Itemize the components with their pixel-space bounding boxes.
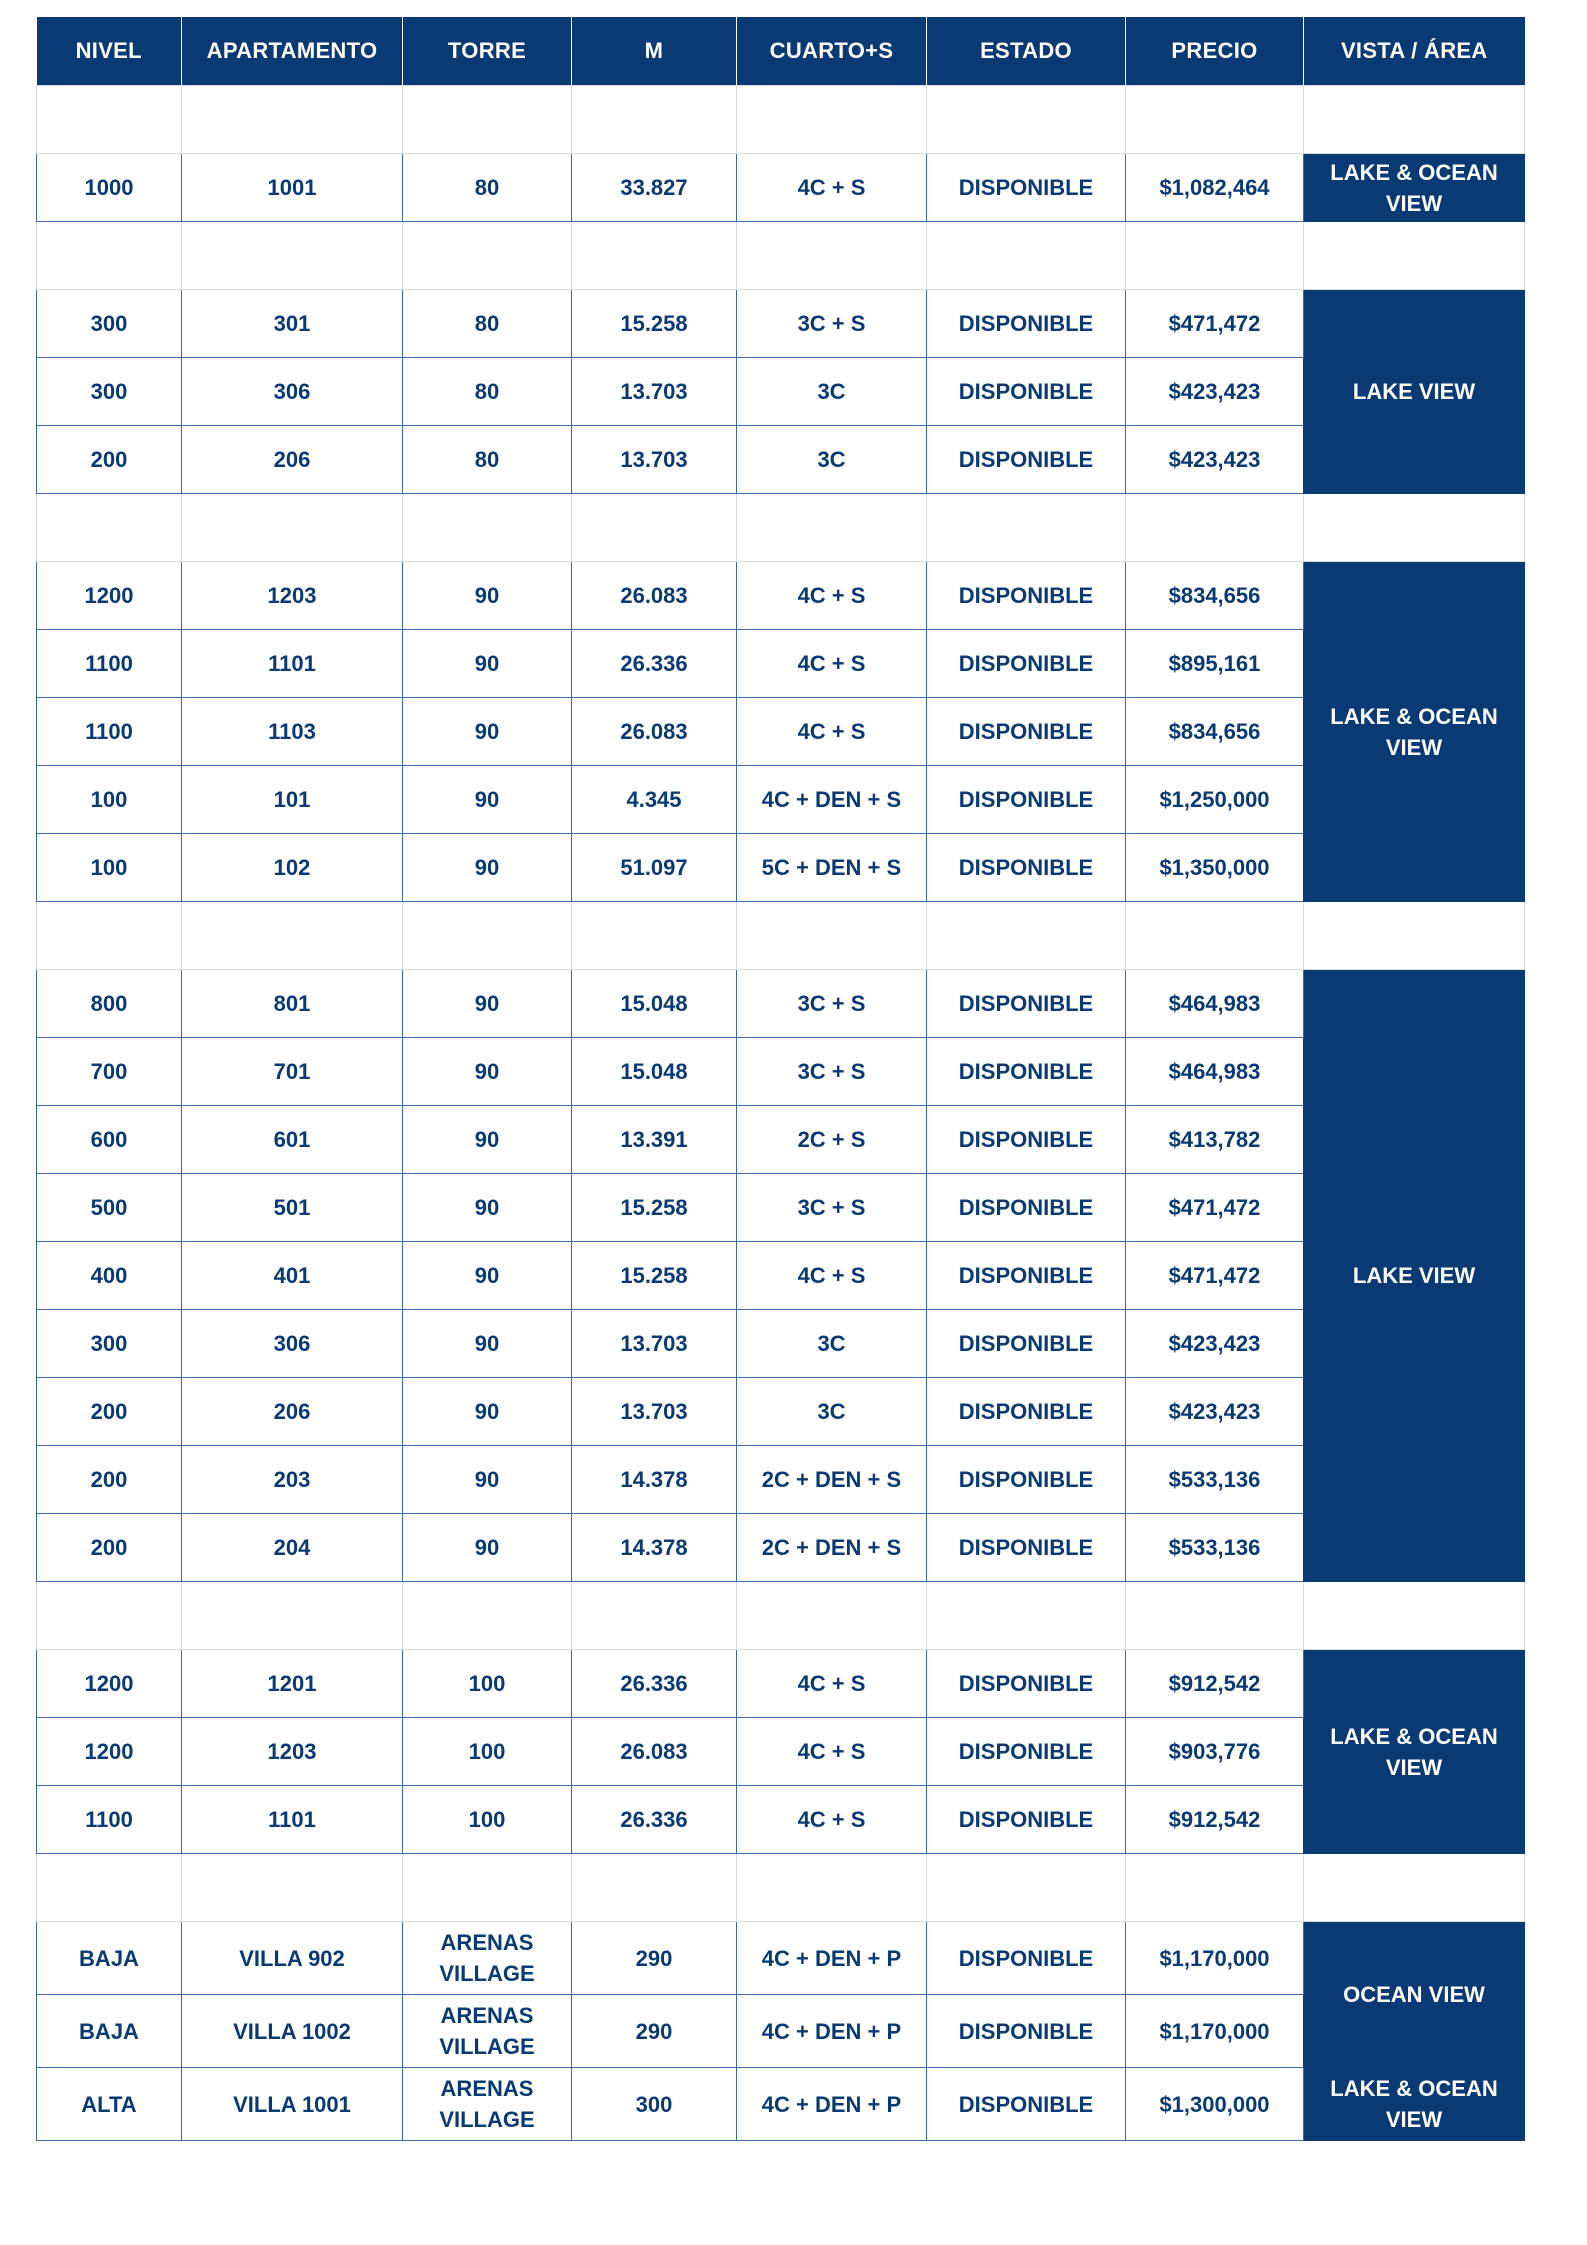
nivel-cell: 1100 <box>37 630 182 698</box>
view-cell: LAKE & OCEAN VIEW <box>1304 2068 1525 2141</box>
apartamento-cell: 1103 <box>182 698 403 766</box>
table-row <box>37 766 1525 834</box>
estado-cell: DISPONIBLE <box>927 1514 1126 1582</box>
torre-cell: 100 <box>403 1718 572 1786</box>
empty-cell <box>403 902 572 970</box>
estado-cell: DISPONIBLE <box>927 1310 1126 1378</box>
empty-cell <box>182 902 403 970</box>
table-row <box>37 1718 1525 1786</box>
availability-table <box>36 17 1525 2141</box>
precio-cell: $1,300,000 <box>1126 2068 1304 2141</box>
apartamento-cell: 306 <box>182 1310 403 1378</box>
torre-cell: 90 <box>403 1446 572 1514</box>
precio-cell: $834,656 <box>1126 698 1304 766</box>
nivel-cell: 300 <box>37 358 182 426</box>
apartamento-cell: VILLA 1002 <box>182 1995 403 2068</box>
m-cell: 26.336 <box>572 630 737 698</box>
cuarto-cell: 4C + S <box>737 630 927 698</box>
torre-cell: 90 <box>403 1514 572 1582</box>
empty-cell <box>572 902 737 970</box>
estado-cell: DISPONIBLE <box>927 1718 1126 1786</box>
empty-cell <box>737 222 927 290</box>
nivel-cell: 600 <box>37 1106 182 1174</box>
empty-cell <box>403 222 572 290</box>
table-row <box>37 1514 1525 1582</box>
empty-cell <box>572 1582 737 1650</box>
nivel-cell: 200 <box>37 426 182 494</box>
empty-cell <box>1126 902 1304 970</box>
table-row <box>37 1242 1525 1310</box>
precio-cell: $1,170,000 <box>1126 1995 1304 2068</box>
empty-cell <box>37 1854 182 1922</box>
header-estado: ESTADO <box>927 17 1126 86</box>
header-nivel: NIVEL <box>37 17 182 86</box>
m-cell: 26.083 <box>572 698 737 766</box>
cuarto-cell: 4C + S <box>737 154 927 222</box>
cuarto-cell: 3C <box>737 1310 927 1378</box>
apartamento-cell: 1001 <box>182 154 403 222</box>
table-row <box>37 1650 1525 1718</box>
table-row <box>37 1038 1525 1106</box>
nivel-cell: BAJA <box>37 1922 182 1995</box>
cuarto-cell: 4C + S <box>737 562 927 630</box>
empty-cell <box>1126 222 1304 290</box>
empty-cell <box>927 222 1126 290</box>
estado-cell: DISPONIBLE <box>927 1174 1126 1242</box>
empty-cell <box>182 1582 403 1650</box>
precio-cell: $423,423 <box>1126 426 1304 494</box>
table-row <box>37 1446 1525 1514</box>
apartamento-cell: 401 <box>182 1242 403 1310</box>
spacer-row <box>37 902 1525 970</box>
torre-cell: 90 <box>403 1106 572 1174</box>
table-row <box>37 698 1525 766</box>
apartamento-cell: 1101 <box>182 1786 403 1854</box>
empty-cell <box>403 494 572 562</box>
empty-cell <box>572 222 737 290</box>
apartamento-cell: VILLA 1001 <box>182 2068 403 2141</box>
m-cell: 13.703 <box>572 358 737 426</box>
torre-cell: ARENAS VILLAGE <box>403 2068 572 2141</box>
cuarto-cell: 3C + S <box>737 1038 927 1106</box>
precio-cell: $533,136 <box>1126 1514 1304 1582</box>
spacer-row <box>37 1854 1525 1922</box>
torre-cell: 90 <box>403 1242 572 1310</box>
nivel-cell: 700 <box>37 1038 182 1106</box>
torre-cell: 100 <box>403 1786 572 1854</box>
apartamento-cell: 301 <box>182 290 403 358</box>
nivel-cell: 1200 <box>37 1650 182 1718</box>
table-row <box>37 1378 1525 1446</box>
empty-cell <box>737 1582 927 1650</box>
estado-cell: DISPONIBLE <box>927 630 1126 698</box>
cuarto-cell: 5C + DEN + S <box>737 834 927 902</box>
empty-cell <box>1126 1854 1304 1922</box>
empty-cell <box>1304 1854 1525 1922</box>
cuarto-cell: 2C + DEN + S <box>737 1514 927 1582</box>
header-apartamento: APARTAMENTO <box>182 17 403 86</box>
empty-cell <box>1304 222 1525 290</box>
cuarto-cell: 3C + S <box>737 970 927 1038</box>
spacer-row <box>37 86 1525 154</box>
torre-cell: 90 <box>403 1174 572 1242</box>
view-cell: LAKE & OCEAN VIEW <box>1304 154 1525 222</box>
spacer-row <box>37 494 1525 562</box>
empty-cell <box>927 86 1126 154</box>
estado-cell: DISPONIBLE <box>927 1786 1126 1854</box>
precio-cell: $1,170,000 <box>1126 1922 1304 1995</box>
m-cell: 14.378 <box>572 1446 737 1514</box>
empty-cell <box>182 1854 403 1922</box>
nivel-cell: 100 <box>37 766 182 834</box>
precio-cell: $413,782 <box>1126 1106 1304 1174</box>
torre-cell: 90 <box>403 630 572 698</box>
estado-cell: DISPONIBLE <box>927 1106 1126 1174</box>
table-row <box>37 970 1525 1038</box>
precio-cell: $1,350,000 <box>1126 834 1304 902</box>
view-cell: LAKE VIEW <box>1304 970 1525 1582</box>
view-cell: LAKE & OCEAN VIEW <box>1304 562 1525 902</box>
empty-cell <box>37 494 182 562</box>
torre-cell: 90 <box>403 834 572 902</box>
torre-cell: 80 <box>403 358 572 426</box>
apartamento-cell: 206 <box>182 426 403 494</box>
precio-cell: $423,423 <box>1126 1310 1304 1378</box>
table-row <box>37 1106 1525 1174</box>
apartamento-cell: 101 <box>182 766 403 834</box>
precio-cell: $471,472 <box>1126 290 1304 358</box>
table-row <box>37 1786 1525 1854</box>
nivel-cell: 1100 <box>37 698 182 766</box>
m-cell: 26.083 <box>572 562 737 630</box>
empty-cell <box>1126 494 1304 562</box>
m-cell: 26.083 <box>572 1718 737 1786</box>
availability-table-container <box>36 17 1524 2141</box>
empty-cell <box>37 222 182 290</box>
estado-cell: DISPONIBLE <box>927 1378 1126 1446</box>
cuarto-cell: 4C + S <box>737 1650 927 1718</box>
villa-row <box>37 2068 1525 2141</box>
precio-cell: $912,542 <box>1126 1786 1304 1854</box>
table-row <box>37 562 1525 630</box>
m-cell: 290 <box>572 1995 737 2068</box>
m-cell: 51.097 <box>572 834 737 902</box>
apartamento-cell: 203 <box>182 1446 403 1514</box>
header-cuarto: CUARTO+S <box>737 17 927 86</box>
empty-cell <box>572 1854 737 1922</box>
empty-cell <box>182 494 403 562</box>
estado-cell: DISPONIBLE <box>927 1038 1126 1106</box>
cuarto-cell: 3C <box>737 358 927 426</box>
nivel-cell: 300 <box>37 290 182 358</box>
cuarto-cell: 4C + DEN + P <box>737 2068 927 2141</box>
villa-row <box>37 1922 1525 1995</box>
torre-cell: 90 <box>403 766 572 834</box>
precio-cell: $533,136 <box>1126 1446 1304 1514</box>
nivel-cell: 800 <box>37 970 182 1038</box>
estado-cell: DISPONIBLE <box>927 1446 1126 1514</box>
header-precio: PRECIO <box>1126 17 1304 86</box>
m-cell: 15.258 <box>572 1242 737 1310</box>
nivel-cell: ALTA <box>37 2068 182 2141</box>
cuarto-cell: 4C + S <box>737 698 927 766</box>
apartamento-cell: 701 <box>182 1038 403 1106</box>
torre-cell: 90 <box>403 698 572 766</box>
m-cell: 15.258 <box>572 290 737 358</box>
m-cell: 26.336 <box>572 1786 737 1854</box>
nivel-cell: 1000 <box>37 154 182 222</box>
torre-cell: 80 <box>403 426 572 494</box>
torre-cell: 90 <box>403 1310 572 1378</box>
torre-cell: 90 <box>403 970 572 1038</box>
nivel-cell: 300 <box>37 1310 182 1378</box>
table-row <box>37 154 1525 222</box>
table-row <box>37 426 1525 494</box>
apartamento-cell: 1201 <box>182 1650 403 1718</box>
villa-row <box>37 1995 1525 2068</box>
table-row <box>37 1310 1525 1378</box>
cuarto-cell: 3C <box>737 426 927 494</box>
precio-cell: $464,983 <box>1126 1038 1304 1106</box>
nivel-cell: 500 <box>37 1174 182 1242</box>
cuarto-cell: 4C + S <box>737 1718 927 1786</box>
estado-cell: DISPONIBLE <box>927 1922 1126 1995</box>
precio-cell: $1,082,464 <box>1126 154 1304 222</box>
table-row <box>37 358 1525 426</box>
nivel-cell: 400 <box>37 1242 182 1310</box>
apartamento-cell: 1101 <box>182 630 403 698</box>
torre-cell: 90 <box>403 1038 572 1106</box>
precio-cell: $423,423 <box>1126 1378 1304 1446</box>
empty-cell <box>572 494 737 562</box>
empty-cell <box>403 86 572 154</box>
table-row <box>37 630 1525 698</box>
empty-cell <box>737 494 927 562</box>
m-cell: 13.703 <box>572 1310 737 1378</box>
torre-cell: 80 <box>403 290 572 358</box>
apartamento-cell: 306 <box>182 358 403 426</box>
nivel-cell: 200 <box>37 1378 182 1446</box>
apartamento-cell: 204 <box>182 1514 403 1582</box>
estado-cell: DISPONIBLE <box>927 358 1126 426</box>
m-cell: 13.391 <box>572 1106 737 1174</box>
precio-cell: $912,542 <box>1126 1650 1304 1718</box>
m-cell: 15.258 <box>572 1174 737 1242</box>
cuarto-cell: 3C <box>737 1378 927 1446</box>
apartamento-cell: 1203 <box>182 562 403 630</box>
estado-cell: DISPONIBLE <box>927 154 1126 222</box>
empty-cell <box>927 902 1126 970</box>
cuarto-cell: 4C + S <box>737 1242 927 1310</box>
nivel-cell: 200 <box>37 1514 182 1582</box>
m-cell: 4.345 <box>572 766 737 834</box>
torre-cell: ARENAS VILLAGE <box>403 1922 572 1995</box>
cuarto-cell: 3C + S <box>737 1174 927 1242</box>
cuarto-cell: 4C + DEN + P <box>737 1995 927 2068</box>
empty-cell <box>1304 494 1525 562</box>
header-m: M <box>572 17 737 86</box>
precio-cell: $903,776 <box>1126 1718 1304 1786</box>
empty-cell <box>1304 86 1525 154</box>
nivel-cell: BAJA <box>37 1995 182 2068</box>
precio-cell: $895,161 <box>1126 630 1304 698</box>
apartamento-cell: 102 <box>182 834 403 902</box>
estado-cell: DISPONIBLE <box>927 290 1126 358</box>
torre-cell: ARENAS VILLAGE <box>403 1995 572 2068</box>
estado-cell: DISPONIBLE <box>927 834 1126 902</box>
apartamento-cell: 206 <box>182 1378 403 1446</box>
estado-cell: DISPONIBLE <box>927 562 1126 630</box>
estado-cell: DISPONIBLE <box>927 1242 1126 1310</box>
estado-cell: DISPONIBLE <box>927 426 1126 494</box>
apartamento-cell: 1203 <box>182 1718 403 1786</box>
table-row <box>37 834 1525 902</box>
table-body <box>37 86 1525 2141</box>
precio-cell: $471,472 <box>1126 1242 1304 1310</box>
m-cell: 300 <box>572 2068 737 2141</box>
precio-cell: $1,250,000 <box>1126 766 1304 834</box>
precio-cell: $464,983 <box>1126 970 1304 1038</box>
cuarto-cell: 4C + DEN + P <box>737 1922 927 1995</box>
apartamento-cell: 501 <box>182 1174 403 1242</box>
cuarto-cell: 4C + DEN + S <box>737 766 927 834</box>
header-row <box>37 17 1525 86</box>
m-cell: 14.378 <box>572 1514 737 1582</box>
view-cell: LAKE & OCEAN VIEW <box>1304 1650 1525 1854</box>
header-torre: TORRE <box>403 17 572 86</box>
nivel-cell: 1200 <box>37 562 182 630</box>
m-cell: 15.048 <box>572 1038 737 1106</box>
estado-cell: DISPONIBLE <box>927 1995 1126 2068</box>
view-cell: LAKE VIEW <box>1304 290 1525 494</box>
cuarto-cell: 4C + S <box>737 1786 927 1854</box>
spacer-row <box>37 222 1525 290</box>
nivel-cell: 200 <box>37 1446 182 1514</box>
apartamento-cell: 601 <box>182 1106 403 1174</box>
estado-cell: DISPONIBLE <box>927 970 1126 1038</box>
estado-cell: DISPONIBLE <box>927 1650 1126 1718</box>
m-cell: 13.703 <box>572 426 737 494</box>
empty-cell <box>182 86 403 154</box>
m-cell: 15.048 <box>572 970 737 1038</box>
apartamento-cell: VILLA 902 <box>182 1922 403 1995</box>
empty-cell <box>737 1854 927 1922</box>
estado-cell: DISPONIBLE <box>927 766 1126 834</box>
view-cell: OCEAN VIEW <box>1304 1922 1525 2068</box>
torre-cell: 80 <box>403 154 572 222</box>
nivel-cell: 1100 <box>37 1786 182 1854</box>
cuarto-cell: 2C + DEN + S <box>737 1446 927 1514</box>
spacer-row <box>37 1582 1525 1650</box>
apartamento-cell: 801 <box>182 970 403 1038</box>
precio-cell: $423,423 <box>1126 358 1304 426</box>
estado-cell: DISPONIBLE <box>927 2068 1126 2141</box>
torre-cell: 90 <box>403 1378 572 1446</box>
m-cell: 33.827 <box>572 154 737 222</box>
empty-cell <box>737 902 927 970</box>
empty-cell <box>572 86 737 154</box>
empty-cell <box>927 1582 1126 1650</box>
empty-cell <box>737 86 927 154</box>
nivel-cell: 100 <box>37 834 182 902</box>
empty-cell <box>403 1854 572 1922</box>
empty-cell <box>37 1582 182 1650</box>
m-cell: 13.703 <box>572 1378 737 1446</box>
header-vista: VISTA / ÁREA <box>1304 17 1525 86</box>
precio-cell: $471,472 <box>1126 1174 1304 1242</box>
empty-cell <box>403 1582 572 1650</box>
table-row <box>37 290 1525 358</box>
empty-cell <box>37 86 182 154</box>
nivel-cell: 1200 <box>37 1718 182 1786</box>
m-cell: 290 <box>572 1922 737 1995</box>
empty-cell <box>1304 902 1525 970</box>
m-cell: 26.336 <box>572 1650 737 1718</box>
empty-cell <box>1304 1582 1525 1650</box>
torre-cell: 100 <box>403 1650 572 1718</box>
precio-cell: $834,656 <box>1126 562 1304 630</box>
table-row <box>37 1174 1525 1242</box>
empty-cell <box>1126 86 1304 154</box>
cuarto-cell: 3C + S <box>737 290 927 358</box>
torre-cell: 90 <box>403 562 572 630</box>
empty-cell <box>927 494 1126 562</box>
empty-cell <box>1126 1582 1304 1650</box>
estado-cell: DISPONIBLE <box>927 698 1126 766</box>
empty-cell <box>37 902 182 970</box>
cuarto-cell: 2C + S <box>737 1106 927 1174</box>
empty-cell <box>927 1854 1126 1922</box>
empty-cell <box>182 222 403 290</box>
